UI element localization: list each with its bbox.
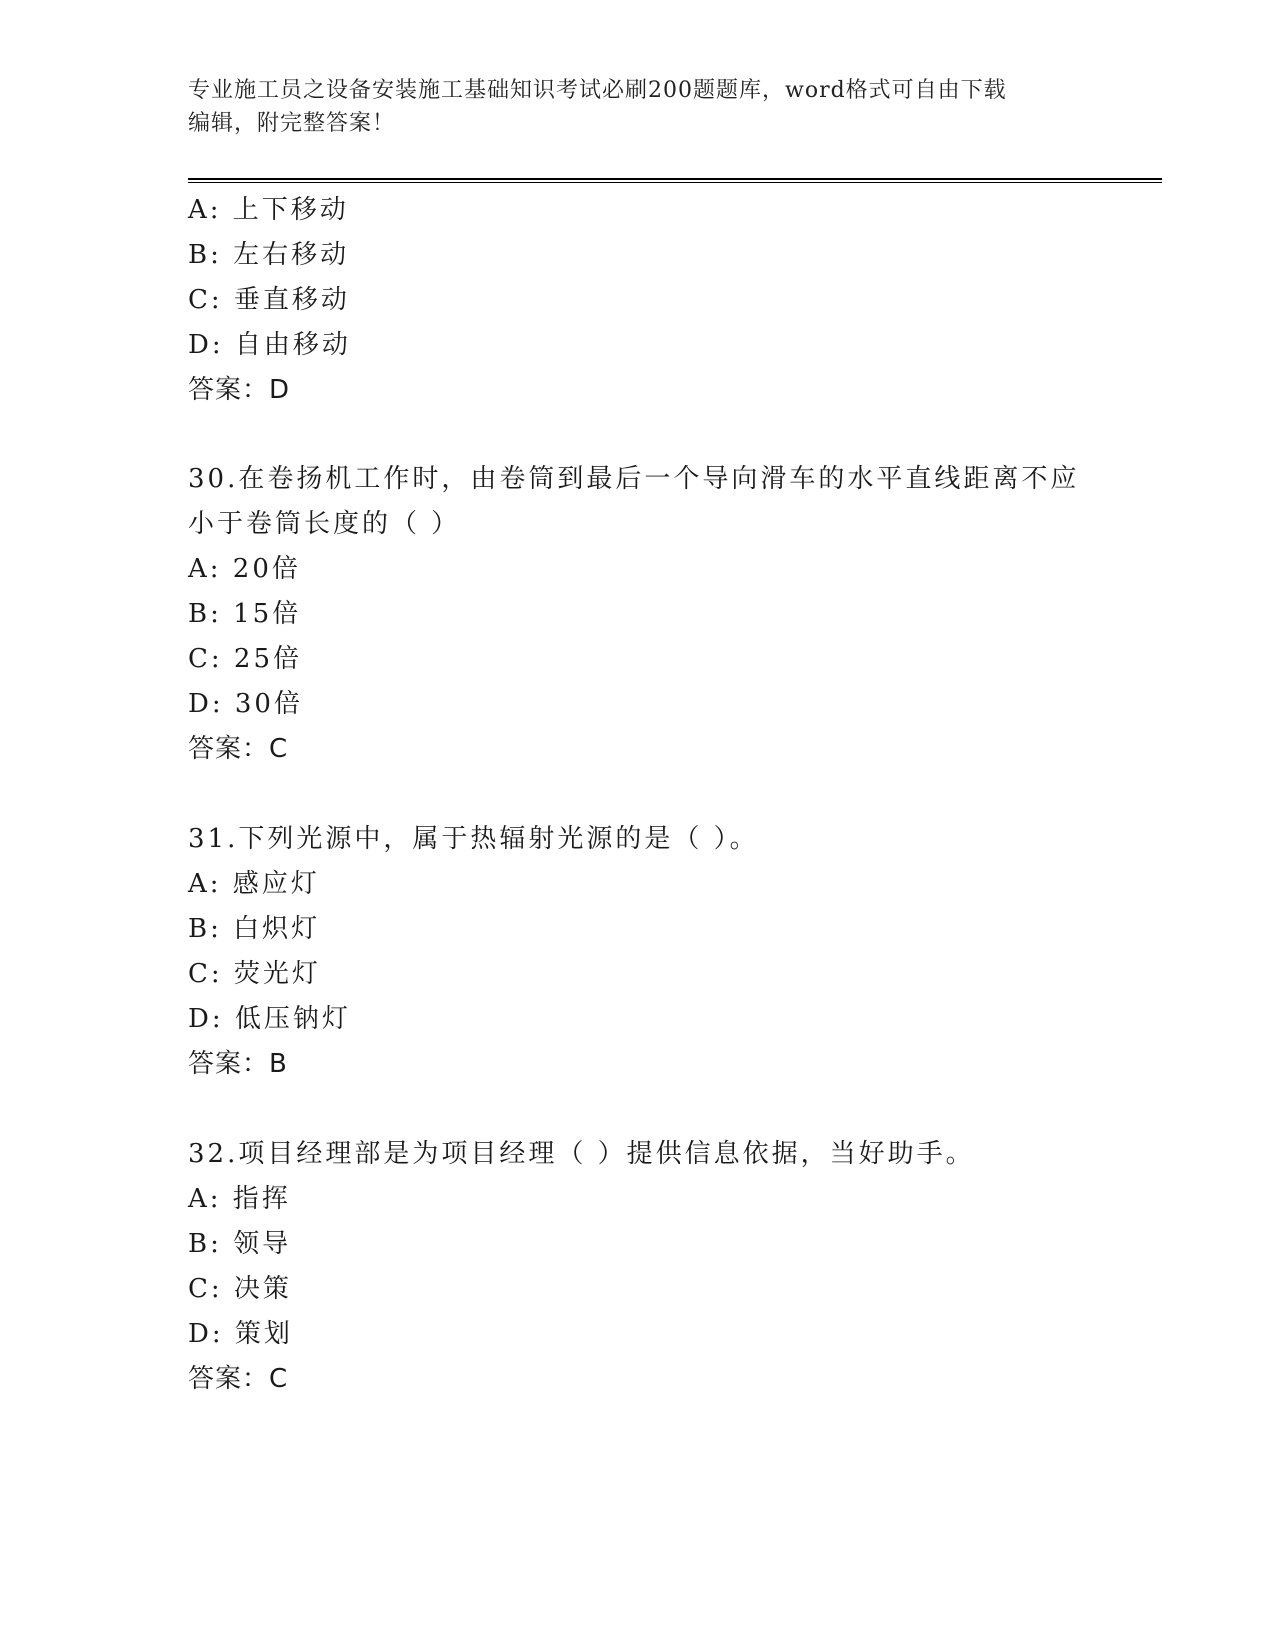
- header-divider: [188, 178, 1162, 183]
- q30-answer: 答案：C: [188, 734, 289, 764]
- q30-stem-line-2: 小于卷筒长度的（ ）: [188, 509, 461, 539]
- q30-option-c: C: 25倍: [188, 644, 303, 674]
- q32-option-a: A: 指挥: [188, 1184, 291, 1214]
- q31-option-d: D: 低压钠灯: [188, 1004, 351, 1034]
- q31-answer: 答案：B: [188, 1049, 288, 1079]
- q31-stem-line-1: 31.下列光源中，属于热辐射光源的是（ ）。: [188, 824, 759, 854]
- q29-answer: 答案：D: [188, 375, 291, 405]
- header-line-1: 专业施工员之设备安装施工基础知识考试必刷200题题库，word格式可自由下载: [188, 78, 1007, 103]
- q30-option-b: B: 15倍: [188, 599, 302, 629]
- q30-stem-line-1: 30.在卷扬机工作时，由卷筒到最后一个导向滑车的水平直线距离不应: [188, 464, 1080, 494]
- header-line-2: 编辑，附完整答案！: [188, 111, 396, 136]
- q29-option-c: C: 垂直移动: [188, 285, 350, 315]
- q32-option-d: D: 策划: [188, 1319, 293, 1349]
- q29-option-d: D: 自由移动: [188, 330, 351, 360]
- q32-option-c: C: 决策: [188, 1274, 292, 1304]
- q30-option-a: A: 20倍: [188, 554, 301, 584]
- q29-option-b: B: 左右移动: [188, 240, 350, 270]
- q32-answer: 答案：C: [188, 1364, 289, 1394]
- q29-option-a: A: 上下移动: [188, 195, 349, 225]
- q32-stem-line-1: 32.项目经理部是为项目经理（ ）提供信息依据，当好助手。: [188, 1139, 975, 1169]
- q32-option-b: B: 领导: [188, 1229, 292, 1259]
- document-header: [188, 74, 1088, 140]
- q31-option-a: A: 感应灯: [188, 869, 320, 899]
- q31-option-b: B: 白炽灯: [188, 914, 321, 944]
- q31-option-c: C: 荧光灯: [188, 959, 321, 989]
- q30-option-d: D: 30倍: [188, 689, 303, 719]
